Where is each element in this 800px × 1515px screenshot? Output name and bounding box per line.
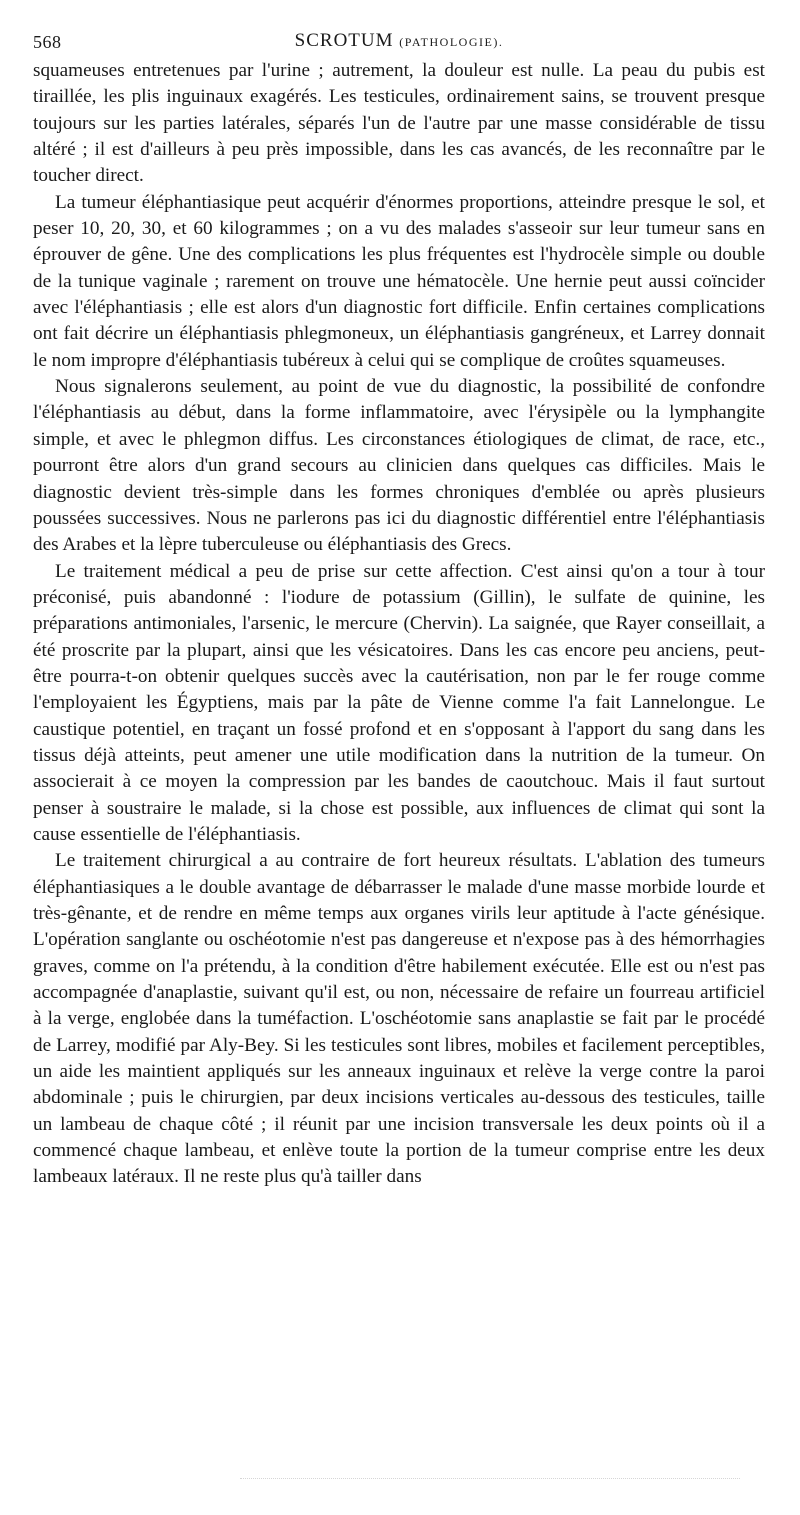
body-text <box>33 58 765 1191</box>
paragraph-5: Le traitement chirurgical a au contraire de fort heureux résultats. L'ablation des tumeurs éléphantiasiques a le double avantage de débarrasser le malade d'une masse morbide lourde et très-gênante, et de rendre en même temps aux organes virils leur aptitude à l'acte génésique. L'opération sanglante ou oschéotomie n'est pas dangereuse et n'expose pas à des hémorrhagies graves, comme on l'a prétendu, à la condition d'être habilement exécutée. Elle est ou n'est pas accompagnée d'anaplastie, suivant qu'il est, ou non, nécessaire de refaire un fourreau artificiel à la verge, englobée dans la tuméfaction. L'oschéotomie sans anaplastie se fait par le procédé de Larrey, modifié par Aly-Bey. Si les testicules sont libres, mobiles et facilement perceptibles, un aide les maintient appliqués sur les anneaux inguinaux et relève la verge contre la paroi abdominale ; puis le chirurgien, par deux incisions verticales au-dessous des testicules, taille un lambeau de chaque côté ; il réunit par une incision transversale les deux points où il a commencé chaque lambeau, et enlève toute la portion de la tumeur comprise entre les deux lambeaux latéraux. Il ne reste plus qu'à tailler dans <box>33 850 765 1188</box>
running-title-main: SCROTUM <box>294 30 394 51</box>
book-page <box>33 28 765 1191</box>
paragraph-4: Le traitement médical a peu de prise sur cette affection. C'est ainsi qu'on a tour à tour préconisé, puis abandonné : l'iodure de potassium (Gillin), le sulfate de quinine, les préparations antimoniales, l'arsenic, le mercure (Chervin). La saignée, que Rayer conseillait, a été proscrite par la plupart, ainsi que les vésicatoires. Dans les cas encore peu anciens, peut-être pourra-t-on obtenir quelques succès avec la cautérisation, non par le fer rouge comme l'employaient les Égyptiens, mais par la pâte de Vienne comme l'a fait Lannelongue. Le caustique potentiel, en traçant un fossé profond et en s'opposant à l'apport du sang dans les tissus déjà atteints, peut amener une utile modification dans la nutrition de la tumeur. On associerait à ce moyen la compression par les bandes de caoutchouc. Mais il faut surtout penser à soustraire le malade, si la chose est possible, aux influences de climat qui sont la cause essentielle de l'éléphantiasis. <box>33 560 765 845</box>
paragraph-1: squameuses entretenues par l'urine ; autrement, la douleur est nulle. La peau du pubis est tiraillée, les plis inguinaux exagérés. Les testicules, ordinairement sains, se trouvent presque toujours sur les parties latérales, séparés l'un de l'autre par une masse considérable de tissu altéré ; il est d'ailleurs à peu près impossible, dans les cas avancés, de les reconnaître par le toucher direct. <box>33 60 765 187</box>
page-number: 568 <box>33 32 62 52</box>
print-bleed-marks <box>240 1478 740 1485</box>
running-head <box>33 28 765 58</box>
paragraph-3: Nous signalerons seulement, au point de vue du diagnostic, la possibilité de confondre l'éléphantiasis au début, dans la forme inflammatoire, avec l'érysipèle ou la lymphangite simple, et avec le phlegmon diffus. Les circonstances étiologiques de climat, de race, etc., pourront être alors d'un grand secours au clinicien dans quelques cas difficiles. Mais le diagnostic devient très-simple dans les formes chroniques d'emblée ou après plusieurs poussées successives. Nous ne parlerons pas ici du diagnostic différentiel entre l'éléphantiasis des Arabes et la lèpre tuberculeuse ou éléphantiasis des Grecs. <box>33 376 765 556</box>
paragraph-2: La tumeur éléphantiasique peut acquérir d'énormes proportions, atteindre presque le sol, et peser 10, 20, 30, et 60 kilogrammes ; on a vu des malades s'asseoir sur leur tumeur sans en éprouver de gêne. Une des complications les plus fréquentes est l'hydrocèle simple ou double de la tunique vaginale ; rarement on trouve une hématocèle. Une hernie peut aussi coïncider avec l'éléphantiasis ; elle est alors d'un diagnostic fort difficile. Enfin certaines complications ont fait décrire un éléphantiasis phlegmoneux, un éléphantiasis gangréneux, et Larrey donnait le nom impropre d'éléphantiasis tubéreux à celui qui se complique de croûtes squameuses. <box>33 191 765 371</box>
running-title-sub: (PATHOLOGIE). <box>399 35 504 49</box>
running-title <box>33 30 765 52</box>
